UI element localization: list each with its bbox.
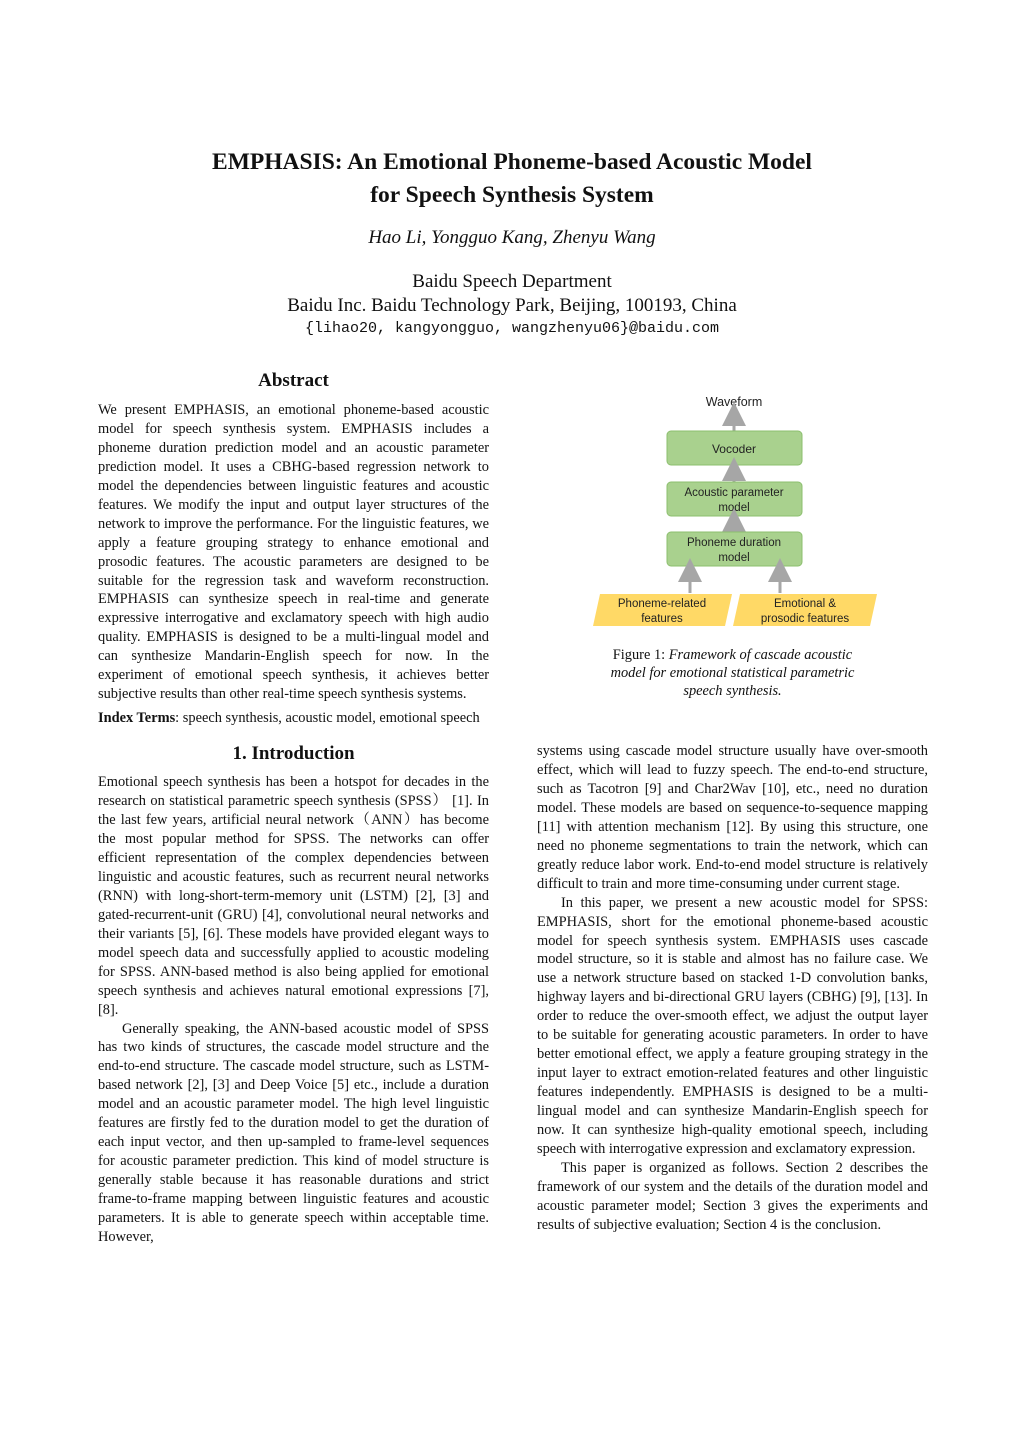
intro-heading: 1. Introduction [232, 743, 355, 765]
title-line-2: for Speech Synthesis System [370, 182, 654, 208]
affiliation [0, 270, 1024, 318]
caption-prefix: Figure 1: [612, 647, 669, 663]
emotional-features-label-1: Emotional & [773, 598, 837, 610]
intro-paragraph-3: systems using cascade model structure usually have over-smooth effect, which will lead to fuzzy speech. The end-to-end structure, such as Tacotron [9] and Char2Wav [10], etc., need no duration model. These models are based on sequence-to-sequence mapping [11] with attention mechanism [12]. By using this structure, one need no phoneme segmentations to train the network, which can greatly reduce labor work. End-to-end model structure is relatively difficult to train and more time-consuming under current stage. [537, 743, 928, 892]
intro-paragraph-5: This paper is organized as follows. Section 2 describes the framework of our system and the details of the duration model and acoustic parameter model; Section 3 gives the experiments and results of subjective evaluation; Section 4 is the conclusion. [537, 1159, 928, 1233]
index-terms-list: : speech synthesis, acoustic model, emotional speech [175, 710, 480, 727]
abstract-heading: Abstract [258, 370, 329, 391]
abstract-text: We present EMPHASIS, an emotional phoneme-based acoustic model for speech synthesis system. EMPHASIS includes a phoneme duration prediction model and an acoustic parameter prediction model. It uses a CBHG-based regression network to model the dependencies between linguistic features and acoustic features. We modify the input and output layer structures of the network to improve the performance. For the linguistic features, we apply a feature grouping strategy to enhance emotional and prosodic features. The acoustic parameters are designed to be suitable for the regression task and waveform reconstruction. EMPHASIS can synthesize speech in real-time and generate expressive interrogative and exclamatory speech with high audio quality. EMPHASIS is designed to be a multi-lingual model and can synthesize Mandarin-English speech for now. In the experiment of emotional speech synthesis, it achieves better subjective results than other real-time speech synthesis systems. [98, 401, 489, 703]
author-list: Hao Li, Yongguo Kang, Zhenyu Wang [368, 227, 656, 248]
intro-paragraph-2: Generally speaking, the ANN-based acoustic model of SPSS has two kinds of structures, the cascade model structure and the end-to-end structure. The cascade model structure, such as LSTM-based network [2], [3] and Deep Voice [5] etc., include a duration model and an acoustic parameter model. The high level linguistic features are firstly fed to the duration model to get the duration of each input vector, and then up-sampled to frame-level sequences for acoustic parameter prediction. This kind of model structure is generally stable because it has reasonable durations and strict frame-to-frame mapping between linguistic features and acoustic parameters. It is able to generate speech within acceptable time. However, [98, 1020, 489, 1245]
index-terms-label: Index Terms [98, 710, 176, 727]
figure-caption [537, 646, 928, 700]
waveform-label: Waveform [705, 395, 763, 409]
intro-paragraph-1: Emotional speech synthesis has been a hotspot for decades in the research on statistical parametric speech synthesis (SPSS） [1]. In the last few years, artificial neural network（ANN）has become the most popular method for SPSS. The networks can offer efficient representation of the complex dependencies between linguistic and acoustic features, such as recurrent neural networks (RNN) with long-short-term-memory unit (LSTM) [2], [3] and gated-recurrent-unit (GRU) [4], convolutional neural networks and their variants [5], [6]. These models have provided elegant ways to model speech data and successfully applied to acoustic modeling for SPSS. ANN-based method is also being applied for emotional speech synthesis and achieves natural emotional expressions [7], [8]. [98, 774, 489, 1018]
vocoder-label: Vocoder [711, 442, 757, 456]
framework-diagram [537, 392, 928, 642]
acoustic-model-label-1: Acoustic parameter [684, 487, 784, 499]
intro-paragraph-4: In this paper, we present a new acoustic model for SPSS: EMPHASIS, short for the emotional phoneme-based acoustic model for speech synthesis system. EMPHASIS uses cascade model structure, so it is stable and almost has no failure case. We use a network structure based on stacked 1-D convolution banks, highway layers and bi-directional GRU layers (CBHG) [9], [13]. In order to reduce the over-smooth effect, we adjust the output layer to be suitable for generating acoustic parameters. In order to have better emotional effect, we apply a feature grouping strategy in the input layer to extract emotion-related features and other linguistic features independently. EMPHASIS is designed to be a multi-lingual model and can synthesize Mandarin-English speech for now. It can synthesize high-quality emotional speech, including speech with interrogative expression and exclamatory expression. [537, 894, 928, 1158]
figure-1 [537, 392, 928, 702]
paper-title [0, 146, 1024, 212]
title-line-1: EMPHASIS: An Emotional Phoneme-based Acoustic Model [212, 149, 812, 175]
caption-line-3: speech synthesis. [683, 683, 782, 699]
duration-model-label-1: Phoneme duration [687, 537, 781, 549]
phoneme-features-label-1: Phoneme-related [617, 598, 707, 610]
email-addresses: {lihao20, kangyongguo, wangzhenyu06}@baidu.com [304, 320, 720, 337]
caption-line-1: Framework of cascade acoustic [668, 647, 853, 663]
left-column [98, 372, 489, 1247]
right-column [537, 742, 928, 1235]
address: Baidu Inc. Baidu Technology Park, Beijing, 100193, China [287, 295, 737, 316]
caption-line-2: model for emotional statistical parametric [610, 665, 855, 681]
emotional-features-label-2: prosodic features [760, 613, 850, 625]
acoustic-model-label-2: model [718, 502, 750, 514]
duration-model-label-2: model [718, 552, 750, 564]
department: Baidu Speech Department [412, 271, 612, 292]
index-terms [98, 709, 489, 728]
phoneme-features-label-2: features [641, 613, 683, 625]
